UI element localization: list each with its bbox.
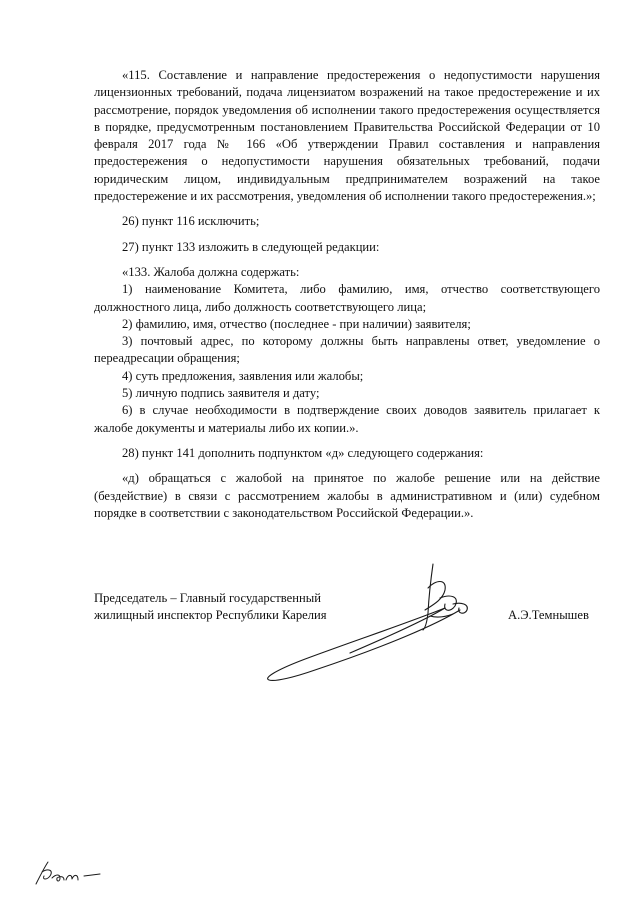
list-item: 6) в случае необходимости в подтверждение своих доводов заявитель прилагает к жалобе документы и материалы либо их копии.». (94, 403, 600, 435)
item-26: 26) пункт 116 исключить; (122, 214, 260, 229)
paragraph-115: «115. Составление и направление предостережения о недопустимости нарушения лицензионных требований, подача лицензиатом возражений на такое предостережение и их рассмотрение, порядок уведомления об исполнении такого предостережения осуществляется в порядке, предусмотренным постановлением Правительства Российской Федерации от 10 февраля 2017 года № 166 «Об утверждении Правил составления и направления предостережения о недопустимости нарушения обязательных требований, подачи юридическим лицом, индивидуальным предпринимателем возражений на такое предостережение и их рассмотрения, уведомления об исполнении такого предостережения.»; (94, 68, 600, 204)
signatory-title-line-2: жилищный инспектор Республики Карелия (94, 608, 327, 622)
subitem-d: «д) обращаться с жалобой на принятое по жалобе решение или на действие (бездействие) в связи с рассмотрением жалобы в административном и (или) судебном порядке в соответствии с законодательством Российской Федерации.». (94, 471, 600, 520)
item-27: 27) пункт 133 изложить в следующей редакции: (122, 239, 380, 254)
handwritten-initials (30, 858, 120, 888)
signatory-name: А.Э.Темнышев (508, 608, 589, 622)
list-item: 1) наименование Комитета, либо фамилию, имя, отчество соответствующего должностного лица, либо должность соответствующего лица; (94, 282, 600, 314)
paragraph-133-heading: «133. Жалоба должна содержать: (122, 264, 300, 279)
list-item: 3) почтовый адрес, по которому должны быть направлены ответ, уведомление о переадресации обращения; (94, 334, 600, 366)
handwritten-signature (255, 558, 485, 688)
list-item: 5) личную подпись заявителя и дату; (122, 386, 320, 401)
list-item: 4) суть предложения, заявления или жалобы; (122, 368, 364, 383)
document-body (94, 67, 600, 522)
item-28: 28) пункт 141 дополнить подпунктом «д» следующего содержания: (122, 445, 484, 460)
signatory-title-line-1: Председатель – Главный государственный (94, 591, 321, 605)
list-item: 2) фамилию, имя, отчество (последнее - при наличии) заявителя; (122, 316, 471, 331)
